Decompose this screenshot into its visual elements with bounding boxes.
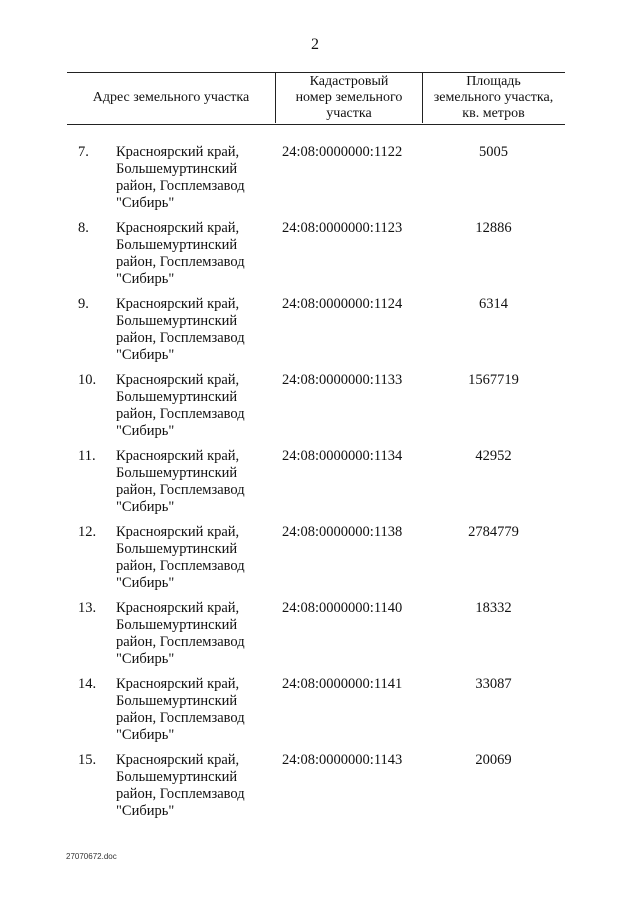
row-address-line: "Сибирь": [116, 423, 175, 439]
header-cadastral-line: участка: [326, 106, 372, 121]
table-row: [0, 520, 640, 596]
row-address-line: Большемуртинский: [116, 541, 238, 557]
row-number: 9.: [78, 296, 89, 312]
row-address-line: Красноярский край,: [116, 676, 240, 692]
table-row: [0, 672, 640, 748]
table-row: [0, 444, 640, 520]
row-number: 10.: [78, 372, 97, 388]
row-address-line: Большемуртинский: [116, 161, 238, 177]
row-area: 2784779: [468, 524, 519, 540]
row-number: 13.: [78, 600, 97, 616]
row-address-line: район, Госплемзавод: [116, 786, 245, 802]
row-address: [116, 372, 276, 440]
row-address: [116, 600, 276, 668]
header-address: [67, 73, 275, 123]
row-area: 5005: [479, 144, 508, 160]
row-address: [116, 752, 276, 820]
row-address-line: Красноярский край,: [116, 372, 240, 388]
row-number: 14.: [78, 676, 97, 692]
row-address: [116, 220, 276, 288]
row-address-line: район, Госплемзавод: [116, 634, 245, 650]
row-address: [116, 676, 276, 744]
row-cadastral-number: 24:08:0000000:1141: [282, 676, 403, 692]
row-address-line: Красноярский край,: [116, 752, 240, 768]
table-header-rule: [67, 124, 565, 125]
row-address-line: "Сибирь": [116, 271, 175, 287]
page-number: 2: [311, 36, 319, 53]
row-address-line: Большемуртинский: [116, 617, 238, 633]
row-number: 15.: [78, 752, 97, 768]
row-address-line: район, Госплемзавод: [116, 558, 245, 574]
row-address-line: "Сибирь": [116, 195, 175, 211]
row-area: 6314: [479, 296, 508, 312]
row-address-line: Большемуртинский: [116, 237, 238, 253]
row-cadastral-number: 24:08:0000000:1122: [282, 144, 403, 160]
row-address: [116, 448, 276, 516]
row-address-line: Большемуртинский: [116, 313, 238, 329]
row-area: 1567719: [468, 372, 519, 388]
table-row: [0, 292, 640, 368]
row-area: 33087: [475, 676, 512, 692]
row-address-line: Большемуртинский: [116, 693, 238, 709]
row-address-line: Красноярский край,: [116, 524, 240, 540]
row-address-line: "Сибирь": [116, 727, 175, 743]
row-number: 8.: [78, 220, 89, 236]
row-address-line: Красноярский край,: [116, 448, 240, 464]
row-address-line: Большемуртинский: [116, 769, 238, 785]
row-address-line: район, Госплемзавод: [116, 178, 245, 194]
header-area: [422, 73, 565, 123]
row-address-line: "Сибирь": [116, 347, 175, 363]
row-cadastral-number: 24:08:0000000:1124: [282, 296, 403, 312]
row-address: [116, 296, 276, 364]
row-address-line: Красноярский край,: [116, 144, 240, 160]
header-area-line: Площадь: [466, 74, 521, 89]
row-address-line: "Сибирь": [116, 575, 175, 591]
row-number: 11.: [78, 448, 96, 464]
table-row: [0, 216, 640, 292]
header-cadastral-line: Кадастровый: [309, 74, 389, 89]
row-address: [116, 524, 276, 592]
row-cadastral-number: 24:08:0000000:1143: [282, 752, 403, 768]
row-cadastral-number: 24:08:0000000:1140: [282, 600, 403, 616]
table-row: [0, 596, 640, 672]
row-cadastral-number: 24:08:0000000:1133: [282, 372, 403, 388]
row-address-line: Большемуртинский: [116, 465, 238, 481]
row-address-line: район, Госплемзавод: [116, 710, 245, 726]
header-area-line: кв. метров: [462, 106, 525, 121]
header-address-label: Адрес земельного участка: [92, 90, 250, 105]
footer-filename: 27070672.doc: [66, 852, 117, 861]
row-area: 18332: [475, 600, 512, 616]
row-address-line: Красноярский край,: [116, 600, 240, 616]
table-row: [0, 748, 640, 824]
row-number: 12.: [78, 524, 97, 540]
table-body: [0, 140, 640, 824]
row-address-line: Красноярский край,: [116, 296, 240, 312]
row-address-line: "Сибирь": [116, 499, 175, 515]
row-address-line: район, Госплемзавод: [116, 406, 245, 422]
header-cadastral-line: номер земельного: [295, 90, 403, 105]
header-cadastral: [275, 73, 423, 123]
row-address-line: Красноярский край,: [116, 220, 240, 236]
row-area: 20069: [475, 752, 512, 768]
row-cadastral-number: 24:08:0000000:1138: [282, 524, 403, 540]
row-area: 42952: [475, 448, 512, 464]
row-cadastral-number: 24:08:0000000:1123: [282, 220, 403, 236]
row-area: 12886: [475, 220, 512, 236]
header-area-line: земельного участка,: [433, 90, 554, 105]
row-cadastral-number: 24:08:0000000:1134: [282, 448, 403, 464]
table-row: [0, 368, 640, 444]
row-address-line: Большемуртинский: [116, 389, 238, 405]
row-address-line: район, Госплемзавод: [116, 330, 245, 346]
row-address-line: "Сибирь": [116, 651, 175, 667]
row-address: [116, 144, 276, 212]
row-number: 7.: [78, 144, 89, 160]
table-row: [0, 140, 640, 216]
row-address-line: район, Госплемзавод: [116, 482, 245, 498]
row-address-line: "Сибирь": [116, 803, 175, 819]
row-address-line: район, Госплемзавод: [116, 254, 245, 270]
